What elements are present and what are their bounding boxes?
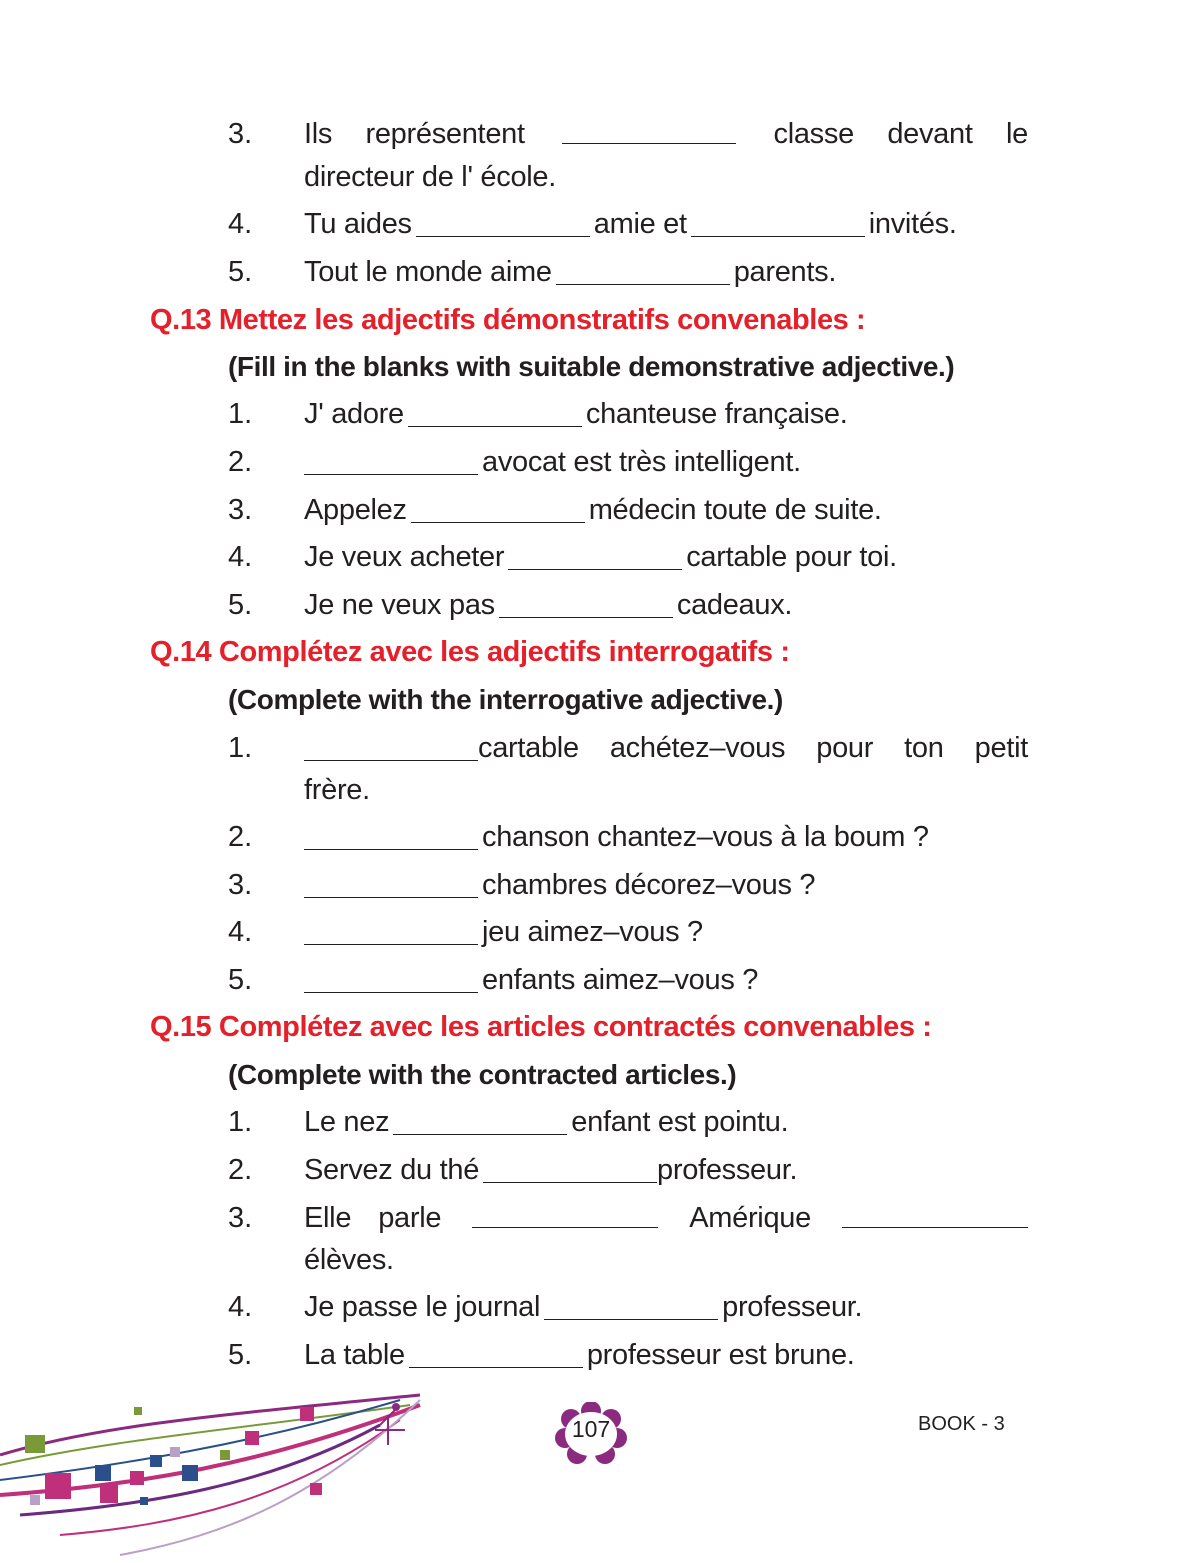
text: avocat est très intelligent. — [482, 446, 801, 478]
text: Appelez — [304, 494, 407, 526]
exercise-line — [304, 1334, 855, 1376]
text: chanson chantez–vous à la boum ? — [482, 821, 929, 853]
word: parle — [378, 1202, 442, 1234]
exercise-line — [304, 816, 929, 858]
text: professeur est brune. — [586, 1339, 855, 1371]
exercise-line — [304, 959, 758, 1001]
text: Je passe le journal — [304, 1291, 541, 1323]
word: classe — [773, 118, 854, 150]
text: cadeaux. — [676, 589, 793, 621]
text: professeur. — [657, 1154, 798, 1186]
item-number: 1. — [228, 1106, 253, 1138]
answer-blank[interactable] — [393, 1104, 567, 1135]
answer-blank[interactable] — [304, 444, 478, 475]
word: petit — [974, 732, 1028, 764]
word: devant — [887, 118, 973, 150]
item-number: 5. — [228, 964, 253, 996]
exercise-line — [304, 911, 703, 953]
exercise-line — [304, 203, 957, 245]
question-heading: Q.15 Complétez avec les articles contractés convenables : — [150, 1011, 932, 1043]
answer-blank[interactable] — [472, 1197, 658, 1228]
text: Je veux acheter — [304, 541, 505, 573]
word: ton — [904, 732, 944, 764]
book-label: BOOK - 3 — [918, 1413, 1005, 1435]
exercise-line-continued: directeur de l' école. — [304, 161, 557, 193]
text: parents. — [733, 256, 837, 288]
item-number: 5. — [228, 589, 253, 621]
item-number: 3. — [228, 494, 253, 526]
text: chanteuse française. — [585, 398, 848, 430]
word: cartable — [478, 732, 579, 764]
answer-blank[interactable] — [304, 867, 478, 898]
exercise-line — [304, 441, 801, 483]
text: enfants aimez–vous ? — [482, 964, 759, 996]
answer-blank[interactable] — [556, 254, 730, 285]
exercise-line — [304, 489, 882, 531]
item-number: 4. — [228, 208, 253, 240]
item-number: 4. — [228, 916, 253, 948]
text: enfant est pointu. — [571, 1106, 789, 1138]
exercise-line — [304, 584, 792, 626]
word: Elle — [304, 1202, 352, 1234]
word: achétez–vous — [609, 732, 786, 764]
exercise-line — [304, 1101, 788, 1143]
item-number: 3. — [228, 118, 253, 150]
answer-blank[interactable] — [416, 206, 590, 237]
answer-blank[interactable] — [499, 587, 673, 618]
text: chambres décorez–vous ? — [482, 869, 816, 901]
answer-blank[interactable] — [842, 1197, 1028, 1228]
text: J' adore — [304, 398, 404, 430]
exercise-line — [304, 113, 1028, 155]
exercise-line-continued: frère. — [304, 774, 370, 806]
text: cartable pour toi. — [686, 541, 897, 573]
text: Le nez — [304, 1106, 390, 1138]
page-number: 107 — [571, 1416, 611, 1442]
exercise-line — [304, 536, 897, 578]
word: Ils — [304, 118, 333, 150]
question-instruction: (Complete with the contracted articles.) — [228, 1059, 737, 1090]
word: Amérique — [689, 1202, 811, 1234]
answer-blank[interactable] — [304, 730, 478, 761]
question-instruction: (Complete with the interrogative adjective.) — [228, 684, 783, 715]
text: professeur. — [722, 1291, 863, 1323]
item-number: 3. — [228, 1202, 253, 1234]
answer-blank[interactable] — [409, 1337, 583, 1368]
answer-blank[interactable] — [304, 962, 478, 993]
word: le — [1005, 118, 1028, 150]
exercise-line — [304, 1286, 862, 1328]
answer-blank[interactable] — [508, 539, 682, 570]
answer-blank[interactable] — [691, 206, 865, 237]
text: amie et — [593, 208, 687, 240]
exercise-line — [304, 727, 1028, 769]
word: représentent — [365, 118, 525, 150]
text: jeu aimez–vous ? — [482, 916, 703, 948]
text: La table — [304, 1339, 405, 1371]
item-number: 2. — [228, 821, 253, 853]
answer-blank[interactable] — [411, 492, 585, 523]
question-heading: Q.13 Mettez les adjectifs démonstratifs convenables : — [150, 304, 866, 336]
answer-blank[interactable] — [304, 819, 478, 850]
answer-blank[interactable] — [483, 1152, 657, 1183]
item-number: 5. — [228, 1339, 253, 1371]
exercise-line — [304, 1197, 1028, 1239]
item-number: 5. — [228, 256, 253, 288]
exercise-line — [304, 864, 815, 906]
item-number: 2. — [228, 446, 253, 478]
item-number: 4. — [228, 1291, 253, 1323]
text: Tu aides — [304, 208, 412, 240]
text: Servez du thé — [304, 1154, 480, 1186]
text: Tout le monde aime — [304, 256, 552, 288]
exercise-line — [304, 393, 848, 435]
word: pour — [816, 732, 874, 764]
text: invités. — [868, 208, 957, 240]
answer-blank[interactable] — [408, 396, 582, 427]
exercise-line — [304, 1149, 797, 1191]
text: Je ne veux pas — [304, 589, 495, 621]
answer-blank[interactable] — [544, 1289, 718, 1320]
question-heading: Q.14 Complétez avec les adjectifs interrogatifs : — [150, 636, 790, 668]
text: médecin toute de suite. — [588, 494, 882, 526]
exercise-line — [304, 251, 836, 293]
item-number: 4. — [228, 541, 253, 573]
item-number: 1. — [228, 398, 253, 430]
answer-blank[interactable] — [304, 914, 478, 945]
question-instruction: (Fill in the blanks with suitable demonstrative adjective.) — [228, 351, 955, 382]
answer-blank[interactable] — [562, 113, 736, 144]
decorative-swoosh-graphic — [0, 1385, 430, 1563]
exercise-line-continued: élèves. — [304, 1244, 394, 1276]
item-number: 1. — [228, 732, 253, 764]
item-number: 3. — [228, 869, 253, 901]
item-number: 2. — [228, 1154, 253, 1186]
